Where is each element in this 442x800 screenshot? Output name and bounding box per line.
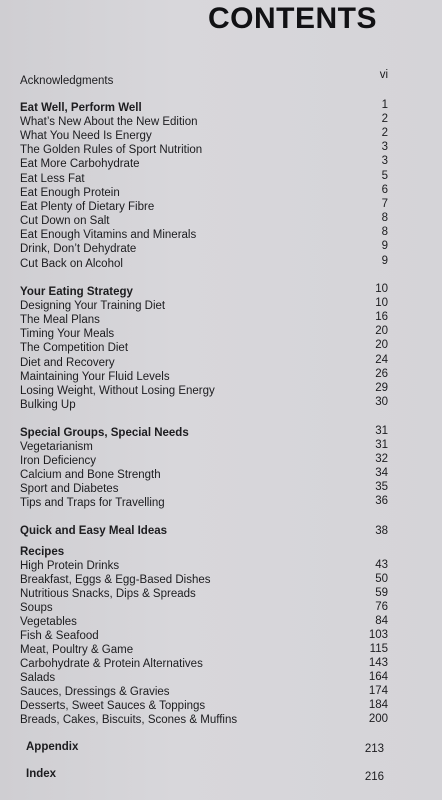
toc-entry xyxy=(20,454,388,468)
toc-entry-title: Nutritious Snacks, Dips & Spreads xyxy=(20,588,196,600)
toc-entry-page: 20 xyxy=(375,339,388,351)
toc-entry-title: What’s New About the New Edition xyxy=(20,116,198,128)
toc-entry xyxy=(20,657,388,671)
toc-section-heading xyxy=(26,767,384,781)
toc-entry xyxy=(20,587,388,601)
toc-section-heading xyxy=(20,524,388,538)
toc-entry xyxy=(20,615,388,629)
toc-entry xyxy=(20,242,388,256)
toc-entry-page: 5 xyxy=(381,170,388,182)
toc-entry-title: Carbohydrate & Protein Alternatives xyxy=(20,658,203,670)
toc-entry-title: Diet and Recovery xyxy=(20,357,115,369)
toc-entry xyxy=(20,496,388,510)
toc-entry-page: 184 xyxy=(368,699,388,711)
toc-entry-page: 9 xyxy=(381,255,388,267)
toc-entry xyxy=(20,559,388,573)
toc-section-heading xyxy=(20,426,388,440)
toc-entry-title: Timing Your Meals xyxy=(20,328,115,340)
toc-entry-page: 10 xyxy=(375,297,388,309)
toc-entry xyxy=(20,228,388,242)
toc-entry-title: What You Need Is Energy xyxy=(20,130,152,142)
toc-section-heading xyxy=(26,740,384,754)
toc-entry-title: Your Eating Strategy xyxy=(20,286,133,298)
toc-entry-page: 84 xyxy=(375,615,388,627)
toc-entry xyxy=(20,327,388,341)
toc-entry-title: Eat Less Fat xyxy=(20,173,85,185)
toc-entry-page: 216 xyxy=(364,771,384,783)
toc-entry-title: The Golden Rules of Sport Nutrition xyxy=(20,144,203,156)
toc-entry-page: 2 xyxy=(381,127,388,139)
toc-entry-page: 29 xyxy=(375,382,388,394)
toc-entry xyxy=(20,69,388,88)
toc-entry-page: 43 xyxy=(375,559,388,571)
toc-entry xyxy=(20,685,388,699)
toc-section-heading xyxy=(20,545,388,559)
toc-entry xyxy=(20,157,388,171)
toc-entry-page: 8 xyxy=(381,212,388,224)
toc-entry xyxy=(20,143,388,157)
toc-entry xyxy=(20,573,388,587)
toc-entry-title: The Competition Diet xyxy=(20,342,129,354)
toc-entry-title: Iron Deficiency xyxy=(20,455,97,467)
toc-entry xyxy=(20,313,388,327)
toc-entry xyxy=(20,214,388,228)
toc-entry-page: 38 xyxy=(375,525,388,537)
toc-entry-page: vi xyxy=(379,69,388,81)
toc-entry-page: 34 xyxy=(375,467,388,479)
toc-entry-title: Sport and Diabetes xyxy=(20,483,119,495)
toc-entry-title: Drink, Don’t Dehydrate xyxy=(20,243,137,255)
toc-entry-page: 103 xyxy=(368,629,388,641)
toc-entry-title: Breads, Cakes, Biscuits, Scones & Muffins xyxy=(20,714,238,726)
toc-entry-title: Eat Well, Perform Well xyxy=(20,102,142,114)
toc-entry-page: 1 xyxy=(381,99,388,111)
toc-entry-title: Recipes xyxy=(20,546,65,558)
toc-entry-page: 7 xyxy=(381,198,388,210)
toc-section-heading xyxy=(20,285,388,299)
toc-entry-page: 50 xyxy=(375,573,388,585)
toc-entry-title: Index xyxy=(26,768,57,780)
toc-entry-page: 35 xyxy=(375,481,388,493)
toc-entry-page: 36 xyxy=(375,495,388,507)
toc-entry-title: Cut Down on Salt xyxy=(20,215,110,227)
toc-entry-title: Tips and Traps for Travelling xyxy=(20,497,165,509)
toc-entry xyxy=(20,115,388,129)
toc-entry-title: Cut Back on Alcohol xyxy=(20,258,123,270)
toc-entry xyxy=(20,713,388,727)
toc-entry-page: 174 xyxy=(368,685,388,697)
toc-entry xyxy=(20,299,388,313)
toc-entry-title: Quick and Easy Meal Ideas xyxy=(20,525,168,537)
toc-entry-title: Losing Weight, Without Losing Energy xyxy=(20,385,215,397)
toc-section-heading xyxy=(20,101,388,115)
toc-entry-title: Meat, Poultry & Game xyxy=(20,644,134,656)
toc-entry-title: Breakfast, Eggs & Egg-Based Dishes xyxy=(20,574,211,586)
toc-entry-title: Eat More Carbohydrate xyxy=(20,158,140,170)
toc-entry-page: 213 xyxy=(364,743,384,755)
toc-entry-title: Appendix xyxy=(26,741,79,753)
toc-entry-page: 59 xyxy=(375,587,388,599)
toc-entry-title: Special Groups, Special Needs xyxy=(20,427,189,439)
toc-entry xyxy=(20,356,388,370)
toc-entry-page: 2 xyxy=(381,113,388,125)
toc-entry xyxy=(20,482,388,496)
toc-entry xyxy=(20,186,388,200)
toc-entry-page: 32 xyxy=(375,453,388,465)
toc-entry-title: High Protein Drinks xyxy=(20,560,120,572)
toc-entry xyxy=(20,671,388,685)
toc-entry-page: 30 xyxy=(375,396,388,408)
toc-entry xyxy=(20,384,388,398)
toc-entry-page: 31 xyxy=(375,439,388,451)
toc-entry-page: 26 xyxy=(375,368,388,380)
toc-entry xyxy=(20,172,388,186)
toc-entry-page: 164 xyxy=(368,671,388,683)
page-title: CONTENTS xyxy=(208,2,377,35)
toc-entry xyxy=(20,699,388,713)
toc-entry xyxy=(20,200,388,214)
toc-entry-title: Calcium and Bone Strength xyxy=(20,469,161,481)
toc-entry-page: 9 xyxy=(381,240,388,252)
toc-entry-title: The Meal Plans xyxy=(20,314,100,326)
toc-entry-page: 24 xyxy=(375,354,388,366)
toc-entry-page: 31 xyxy=(375,425,388,437)
toc-entry xyxy=(20,257,388,271)
toc-entry-page: 3 xyxy=(381,155,388,167)
toc-entry-title: Sauces, Dressings & Gravies xyxy=(20,686,170,698)
toc-entry-page: 10 xyxy=(375,283,388,295)
toc-entry-title: Maintaining Your Fluid Levels xyxy=(20,371,170,383)
toc-entry xyxy=(20,129,388,143)
toc-entry xyxy=(20,370,388,384)
toc-entry-title: Fish & Seafood xyxy=(20,630,99,642)
toc-entry-page: 143 xyxy=(368,657,388,669)
toc-entry xyxy=(20,341,388,355)
toc-entry-title: Eat Plenty of Dietary Fibre xyxy=(20,201,155,213)
toc-entry-page: 200 xyxy=(368,713,388,725)
toc-entry xyxy=(20,601,388,615)
toc-entry-title: Eat Enough Vitamins and Minerals xyxy=(20,229,197,241)
toc-entry-title: Designing Your Training Diet xyxy=(20,300,166,312)
toc-entry-page: 20 xyxy=(375,325,388,337)
toc-entry-title: Eat Enough Protein xyxy=(20,187,120,199)
toc-entry-title: Vegetables xyxy=(20,616,77,628)
toc-entry-title: Soups xyxy=(20,602,53,614)
toc-entry-page: 8 xyxy=(381,226,388,238)
toc-entry-page: 115 xyxy=(369,643,388,655)
toc-entry-page: 6 xyxy=(381,184,388,196)
toc-entry xyxy=(20,440,388,454)
toc-entry xyxy=(20,629,388,643)
toc-entry-page: 16 xyxy=(375,311,388,323)
toc-entry-title: Bulking Up xyxy=(20,399,76,411)
toc-entry-title: Salads xyxy=(20,672,56,684)
toc-entry-title: Vegetarianism xyxy=(20,441,93,453)
toc-entry-page: 76 xyxy=(375,601,388,613)
toc-entry xyxy=(20,398,388,412)
toc-entry xyxy=(20,643,388,657)
toc-entry-page: 3 xyxy=(381,141,388,153)
toc-entry-title: Desserts, Sweet Sauces & Toppings xyxy=(20,700,206,712)
toc-entry xyxy=(20,468,388,482)
toc-entry-title: Acknowledgments xyxy=(20,75,114,87)
